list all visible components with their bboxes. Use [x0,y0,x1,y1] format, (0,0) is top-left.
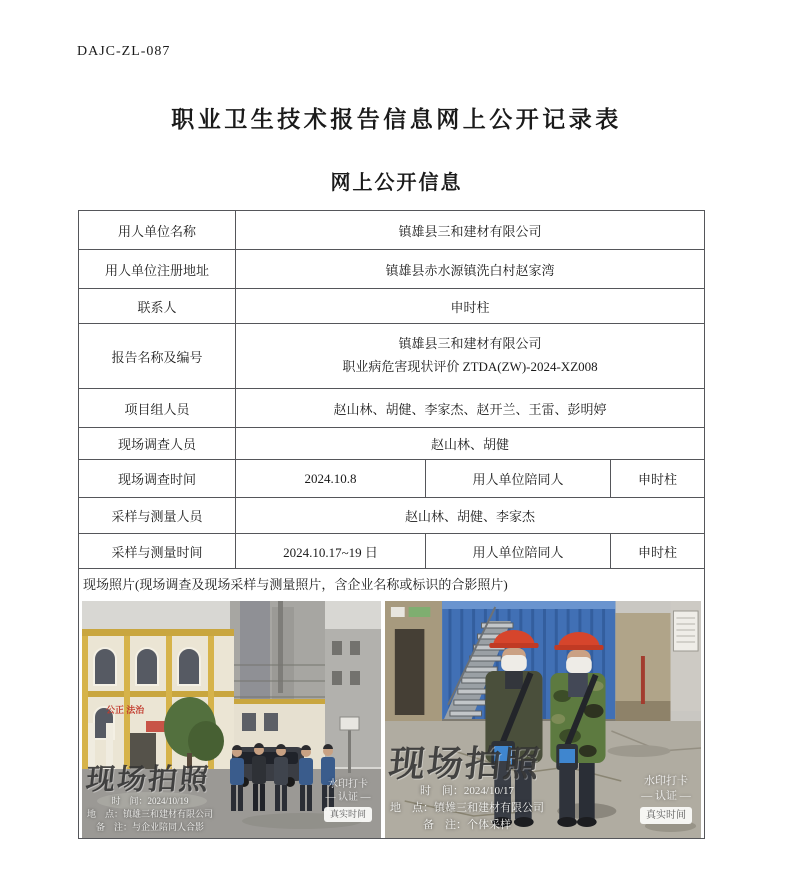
report-name: 镇雄县三和建材有限公司 [398,336,542,352]
watermark-location: 地 点：镇雄三和建材有限公司 [87,808,214,819]
row-value [236,324,705,389]
stamp-line1: 水印打卡 [644,774,689,787]
row-label: 报告名称及编号 [79,324,236,389]
watermark-note: 备 注：个体采样 [423,818,511,831]
row-label: 现场调查人员 [79,428,236,460]
row-value: 镇雄县赤水源镇洗白村赵家湾 [236,250,705,289]
row-label: 项目组人员 [79,389,236,428]
row-label: 采样与测量人员 [79,498,236,534]
real-time-badge: 真实时间 [640,807,692,824]
building-sign-text: 公正 法治 [106,704,145,715]
row-value: 赵山林、胡健、李家杰、赵开兰、王雷、彭明婷 [236,389,705,428]
photo-watermark-title: 现场拍照 [84,763,212,796]
table-row [79,389,705,428]
table-row [79,428,705,460]
row-value: 申时柱 [236,289,705,324]
watermark-time: 时 间：2024/10/17 [419,784,515,797]
photo-watermark-info [87,795,213,834]
stamp-line2: — 认证 — [641,789,691,802]
record-table [78,210,705,839]
table-row-photos [79,569,705,839]
photo-right [385,601,701,838]
page-subtitle: 网上公开信息 [330,172,463,194]
row-value-secondary: 申时柱 [611,460,705,498]
table-row [79,324,705,389]
watermark-stamp [640,774,692,824]
row-label: 现场调查时间 [79,460,236,498]
doc-code: DAJC-ZL-087 [77,44,171,59]
table-row [79,498,705,534]
table-row [79,460,705,498]
row-value: 2024.10.8 [236,460,426,498]
stamp-line2: — 认证 — [325,791,371,803]
watermark-note: 备 注：与企业陪同人合影 [96,821,205,832]
photos-cell [79,569,705,839]
row-label: 用人单位注册地址 [79,250,236,289]
photos-strip [82,601,701,838]
stamp-line1: 水印打卡 [327,778,368,790]
page-title: 职业卫生技术报告信息网上公开记录表 [171,107,622,132]
row-label-secondary: 用人单位陪同人 [426,534,611,569]
row-value-secondary: 申时柱 [611,534,705,569]
watermark-time: 时 间：2024/10/19 [111,795,189,806]
row-label-secondary: 用人单位陪同人 [426,460,611,498]
row-value: 镇雄县三和建材有限公司 [236,211,705,250]
photo-watermark-info [390,783,544,834]
row-label: 用人单位名称 [79,211,236,250]
photo-left [82,601,381,838]
row-value: 2024.10.17~19 日 [236,534,426,569]
row-label: 联系人 [79,289,236,324]
row-value: 赵山林、胡健 [236,428,705,460]
table-row [79,289,705,324]
watermark-location: 地 点：镇雄三和建材有限公司 [390,801,544,814]
photos-caption: 现场照片(现场调查及现场采样与测量照片，含企业名称或标识的合影照片) [83,577,508,592]
table-row [79,211,705,250]
table-row [79,534,705,569]
real-time-badge: 真实时间 [324,807,372,822]
table-row [79,250,705,289]
row-value: 赵山林、胡健、李家杰 [236,498,705,534]
watermark-stamp [324,778,372,822]
report-number: 职业病危害现状评价 ZTDA(ZW)-2024-XZ008 [342,359,598,374]
row-label: 采样与测量时间 [79,534,236,569]
photo-watermark-title: 现场拍照 [386,743,544,784]
